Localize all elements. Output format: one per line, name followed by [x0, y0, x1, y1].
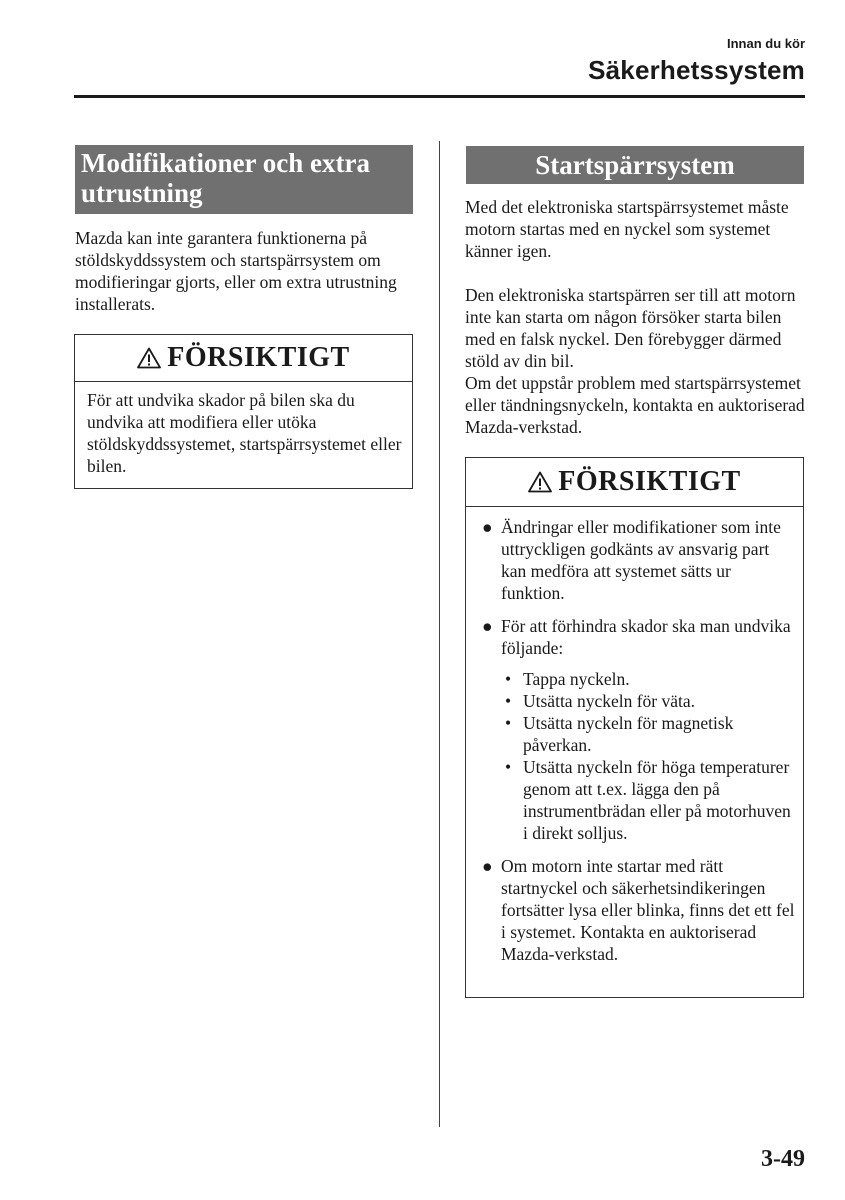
right-section-heading: Startspärrsystem: [466, 146, 804, 184]
sub-list-item-text: Tappa nyckeln.: [523, 669, 630, 689]
sub-list-item-text: Utsätta nyckeln för magnetisk påverkan.: [523, 713, 734, 755]
caution-bullet-list: [466, 507, 803, 965]
warning-triangle-icon: [137, 347, 161, 369]
caution-title: FÖRSIKTIGT: [558, 466, 741, 497]
bullet-icon: ●: [482, 517, 493, 537]
list-item: [476, 855, 795, 965]
right-paragraph: Den elektroniska startspärren ser till att motorn inte kan starta om någon försöker starta bilen med en falsk nyckel. Den förebygger därmed stöld av din bil.: [465, 285, 796, 371]
bullet-icon: •: [505, 669, 512, 689]
left-intro-paragraph: Mazda kan inte garantera funktionerna på stöldskyddssystem och startspärrsystem om modifieringar gjorts, eller om extra utrustning installerats.: [75, 228, 397, 314]
left-section-heading: Modifikationer och extra utrustning: [75, 145, 413, 214]
bullet-icon: •: [505, 691, 512, 711]
left-caution-box: [74, 334, 413, 489]
sub-list-item: [501, 712, 795, 756]
right-paragraph: Med det elektroniska startspärrsystemet måste motorn startas med en nyckel som systemet känner igen.: [465, 197, 789, 261]
list-item-text: För att förhindra skador ska man undvika följande:: [501, 616, 791, 658]
bullet-icon: •: [505, 757, 512, 777]
warning-triangle-icon: [528, 471, 552, 493]
list-item: [476, 516, 795, 604]
list-item-text: Ändringar eller modifikationer som inte uttryckligen godkänts av ansvarig part kan medföra att systemet sätts ur funktion.: [501, 517, 781, 603]
sub-list-item: [501, 690, 795, 712]
caution-title-bar: [466, 458, 803, 507]
sub-list-item: [501, 756, 795, 844]
sub-list-item: [501, 668, 795, 690]
bullet-icon: ●: [482, 616, 493, 636]
list-item: [476, 615, 795, 844]
list-item-text: Om motorn inte startar med rätt startnyckel och säkerhetsindikeringen fortsätter lysa eller blinka, finns det ett fel i systemet. Kontakta en auktoriserad Mazda-verkstad.: [501, 856, 795, 964]
right-paragraph: Om det uppstår problem med startspärrsystemet eller tändningsnyckeln, kontakta en auktoriserad Mazda-verkstad.: [465, 373, 805, 437]
bullet-icon: ●: [482, 856, 493, 876]
caution-title: FÖRSIKTIGT: [167, 342, 350, 373]
column-divider: [439, 141, 440, 1127]
sub-bullet-list: [501, 668, 795, 844]
page-title: Säkerhetssystem: [588, 55, 805, 85]
caution-body: För att undvika skador på bilen ska du undvika att modifiera eller utöka stöldskyddssystemet, startspärrsystemet eller bilen.: [87, 390, 402, 476]
sub-list-item-text: Utsätta nyckeln för höga temperaturer genom att t.ex. lägga den på instrumentbrädan eller på motorhuven i direkt solljus.: [523, 757, 791, 843]
caution-title-bar: [75, 335, 412, 382]
page-number: 3-49: [761, 1146, 805, 1172]
section-label: Innan du kör: [727, 36, 805, 51]
bullet-icon: •: [505, 713, 512, 733]
header-rule: [74, 95, 805, 98]
right-caution-box: [465, 457, 804, 998]
sub-list-item-text: Utsätta nyckeln för väta.: [523, 691, 696, 711]
